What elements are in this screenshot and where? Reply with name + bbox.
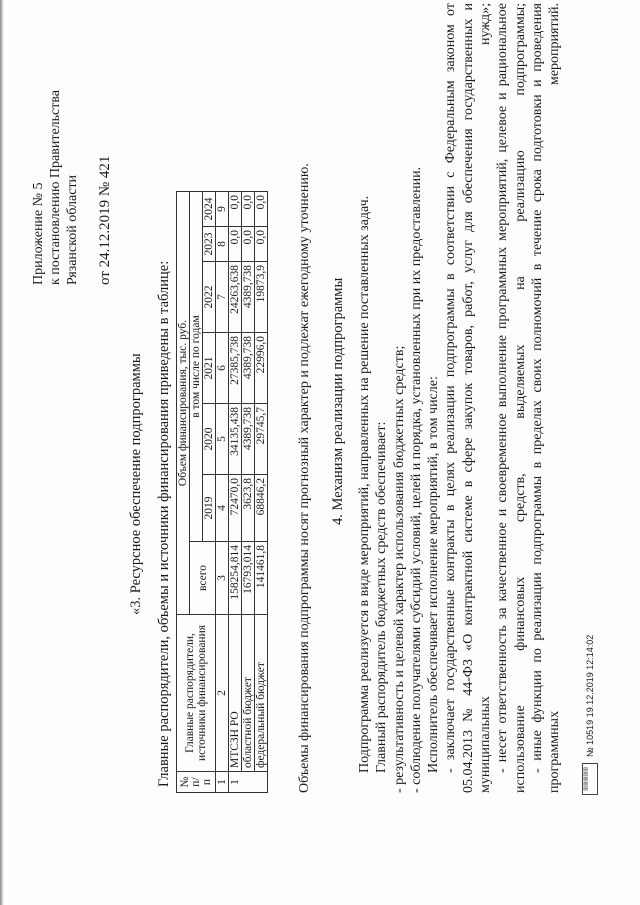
row-num: 1 <box>229 772 268 793</box>
section-4-body <box>356 3 564 793</box>
col-num-cell: 2 <box>216 615 229 772</box>
intro-text: Главные распорядители, объемы и источники финансирования приведены в таблице: <box>156 260 172 787</box>
body-paragraph: Подпрограмма реализуется в виде мероприятий, направленных на решение поставленных задач. <box>357 195 372 773</box>
body-paragraph: - иные функции по реализации подпрограммы в пределах своих полномочий в течение срока подготовки и проведения программных мероприятий. <box>529 3 563 793</box>
row-value: 3623,8 <box>242 475 255 542</box>
table-row <box>255 192 268 793</box>
financing-note: Объемы финансирования подпрограммы носят прогнозный характер и подлежат ежегодному уточнению. <box>297 163 312 793</box>
row-total: 141461,8 <box>255 542 268 615</box>
year-cell: 2021 <box>203 333 216 404</box>
appendix-date: от 24.12.2019 № 421 <box>97 155 113 285</box>
row-value: 4389,738 <box>242 333 255 404</box>
year-cell: 2022 <box>203 262 216 333</box>
row-value: 22996,0 <box>255 333 268 404</box>
row-value: 0,0 <box>229 227 242 262</box>
row-value: 4389,738 <box>242 262 255 333</box>
body-paragraph: Исполнитель обеспечивает исполнение мероприятий, в том числе: <box>426 376 442 773</box>
stamp-number: № 10519 19.12.2019 12:14:02 <box>585 634 595 757</box>
row-value: 19873,9 <box>255 262 268 333</box>
body-paragraph: - соблюдение получателями субсидий условий, целей и порядка, установленных при их предоставлении. <box>408 166 424 793</box>
body-paragraph: - результативность и целевой характер использования бюджетных средств; <box>391 345 407 793</box>
header-volume: Объем финансирования, тыс. руб. <box>177 192 190 615</box>
col-num-cell: 6 <box>216 333 229 404</box>
financing-table <box>176 191 268 793</box>
row-value: 0,0 <box>242 192 255 227</box>
body-paragraph: Главный распорядитель бюджетных средств обеспечивает: <box>374 421 390 773</box>
header-num: № п/п <box>177 772 216 793</box>
appendix-line-1: Приложение № 5 <box>31 182 46 285</box>
table-header-row <box>177 192 190 793</box>
col-num-cell: 7 <box>216 262 229 333</box>
appendix-line-2: к постановлению Правительства <box>48 89 63 285</box>
row-value: 4389,738 <box>242 404 255 475</box>
col-num-cell: 9 <box>216 192 229 227</box>
year-cell: 2023 <box>203 227 216 262</box>
row-value: 72470,0 <box>229 475 242 542</box>
header-total: всего <box>190 542 216 615</box>
row-value: 0,0 <box>255 192 268 227</box>
row-value: 0,0 <box>229 192 242 227</box>
row-value: 0,0 <box>255 227 268 262</box>
appendix-header <box>30 90 114 285</box>
row-name: федеральный бюджет <box>255 615 268 772</box>
col-num-cell: 3 <box>216 542 229 615</box>
table-row <box>242 192 255 793</box>
header-by-years: в том числе по годам <box>190 192 203 542</box>
row-name: МТСЗН РО <box>229 615 242 772</box>
year-cell: 2020 <box>203 404 216 475</box>
body-paragraph: - заключает государственные контракты в целях реализации подпрограммы в соответствии с Федеральным законом от 05.04.2013 № 44-ФЗ «О контрактной системе в сфере закупок товаров, работ, услуг для обеспечения государственных и муниципальных нужд»; <box>443 3 494 793</box>
year-cell: 2019 <box>203 475 216 542</box>
row-value: 27385,738 <box>229 333 242 404</box>
row-name: областной бюджет <box>242 615 255 772</box>
col-num-cell: 8 <box>216 227 229 262</box>
col-num-cell: 1 <box>216 772 229 793</box>
body-paragraph: - несет ответственность за качественное и своевременное выполнение программных мероприятий, целевое и рациональное использование финансовых средств, выделяемых на реализацию подпрограммы; <box>495 3 528 793</box>
col-num-cell: 4 <box>216 475 229 542</box>
col-num-cell: 5 <box>216 404 229 475</box>
table-row <box>229 192 242 793</box>
section-3-title: «3. Ресурсное обеспечение подпрограммы <box>128 353 144 615</box>
row-total: 158254,814 <box>229 542 242 615</box>
row-value: 0,0 <box>242 227 255 262</box>
appendix-line-3: Рязанской области <box>65 174 80 285</box>
row-value: 29745,7 <box>255 404 268 475</box>
barcode-stamp-icon: ▥▥▥▥▥ <box>582 763 598 795</box>
scan-edge <box>0 0 4 905</box>
section-4-title: 4. Механизм реализации подпрограммы <box>330 277 346 525</box>
row-value: 24263,638 <box>229 262 242 333</box>
year-cell: 2024 <box>203 192 216 227</box>
row-value: 34135,438 <box>229 404 242 475</box>
header-source: Главные распорядители, источники финансирования <box>177 615 216 772</box>
row-total: 16793,014 <box>242 542 255 615</box>
table-colnum-row <box>216 192 229 793</box>
registration-stamp <box>582 635 598 795</box>
row-value: 68846,2 <box>255 475 268 542</box>
